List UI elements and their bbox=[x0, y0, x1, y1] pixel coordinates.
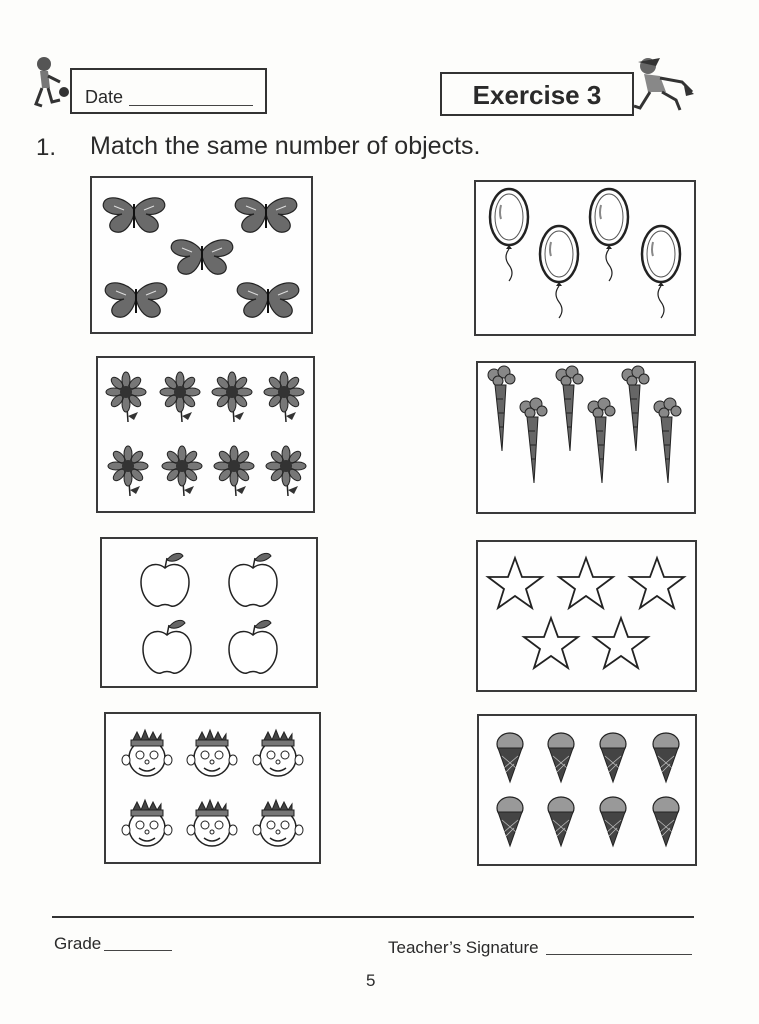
face-icon bbox=[253, 800, 303, 846]
butterfly-icon bbox=[105, 283, 167, 317]
ice-cream-icon bbox=[548, 797, 574, 846]
page-number: 5 bbox=[366, 971, 376, 990]
star-icon bbox=[488, 558, 542, 608]
apples-box[interactable] bbox=[100, 537, 318, 688]
face-icon bbox=[122, 800, 172, 846]
sunflowers-box[interactable] bbox=[96, 356, 315, 513]
butterfly-icon bbox=[235, 198, 297, 232]
butterfly-icon bbox=[103, 198, 165, 232]
ice-cream-icon bbox=[600, 733, 626, 782]
sunflower-icon bbox=[264, 372, 304, 422]
butterflies-box[interactable] bbox=[90, 176, 313, 334]
mascot-icon bbox=[30, 54, 70, 110]
question-number: 1. bbox=[36, 134, 57, 161]
star-icon bbox=[524, 618, 578, 668]
teacher-signature-field[interactable] bbox=[546, 954, 692, 955]
apple-icon bbox=[143, 620, 191, 673]
date-line bbox=[129, 105, 253, 106]
ice-cream-icon bbox=[653, 733, 679, 782]
ice-cream-icon bbox=[653, 797, 679, 846]
butterfly-icon bbox=[237, 283, 299, 317]
ice-creams-box[interactable] bbox=[477, 714, 697, 866]
question-text: Match the same number of objects. bbox=[90, 132, 481, 160]
sunflower-icon bbox=[106, 372, 146, 422]
running-girl-icon bbox=[630, 56, 696, 114]
ice-cream-icon bbox=[497, 733, 523, 782]
balloons-box[interactable] bbox=[474, 180, 696, 336]
face-icon bbox=[122, 730, 172, 776]
star-icon bbox=[630, 558, 684, 608]
sunflower-icon bbox=[214, 446, 254, 496]
sunflower-icon bbox=[160, 372, 200, 422]
ice-cream-icon bbox=[497, 797, 523, 846]
carrot-icon bbox=[654, 398, 681, 483]
apple-icon bbox=[141, 553, 189, 606]
balloon-icon bbox=[540, 226, 578, 318]
carrot-icon bbox=[488, 366, 515, 451]
faces-box[interactable] bbox=[104, 712, 321, 864]
sunflower-icon bbox=[212, 372, 252, 422]
sunflower-icon bbox=[266, 446, 306, 496]
face-icon bbox=[253, 730, 303, 776]
carrot-icon bbox=[520, 398, 547, 483]
stars-box[interactable] bbox=[476, 540, 697, 692]
ice-cream-icon bbox=[548, 733, 574, 782]
grade-field[interactable] bbox=[104, 950, 172, 951]
exercise-title: Exercise 3 bbox=[472, 80, 602, 110]
balloon-icon bbox=[590, 189, 628, 281]
carrot-icon bbox=[622, 366, 649, 451]
star-icon bbox=[594, 618, 648, 668]
ice-cream-icon bbox=[600, 797, 626, 846]
date-field[interactable] bbox=[70, 68, 267, 114]
star-icon bbox=[559, 558, 613, 608]
teacher-signature-label: Teacher’s Signature bbox=[388, 938, 539, 957]
balloon-icon bbox=[642, 226, 680, 318]
carrot-icon bbox=[588, 398, 615, 483]
carrots-box[interactable] bbox=[476, 361, 696, 514]
sunflower-icon bbox=[108, 446, 148, 496]
carrot-icon bbox=[556, 366, 583, 451]
apple-icon bbox=[229, 553, 277, 606]
footer-rule bbox=[52, 916, 694, 918]
butterfly-icon bbox=[171, 240, 233, 274]
face-icon bbox=[187, 730, 237, 776]
balloon-icon bbox=[490, 189, 528, 281]
grade-label: Grade bbox=[54, 934, 102, 953]
face-icon bbox=[187, 800, 237, 846]
apple-icon bbox=[229, 620, 277, 673]
date-label: Date bbox=[85, 87, 124, 107]
exercise-title-box bbox=[440, 72, 634, 116]
sunflower-icon bbox=[162, 446, 202, 496]
